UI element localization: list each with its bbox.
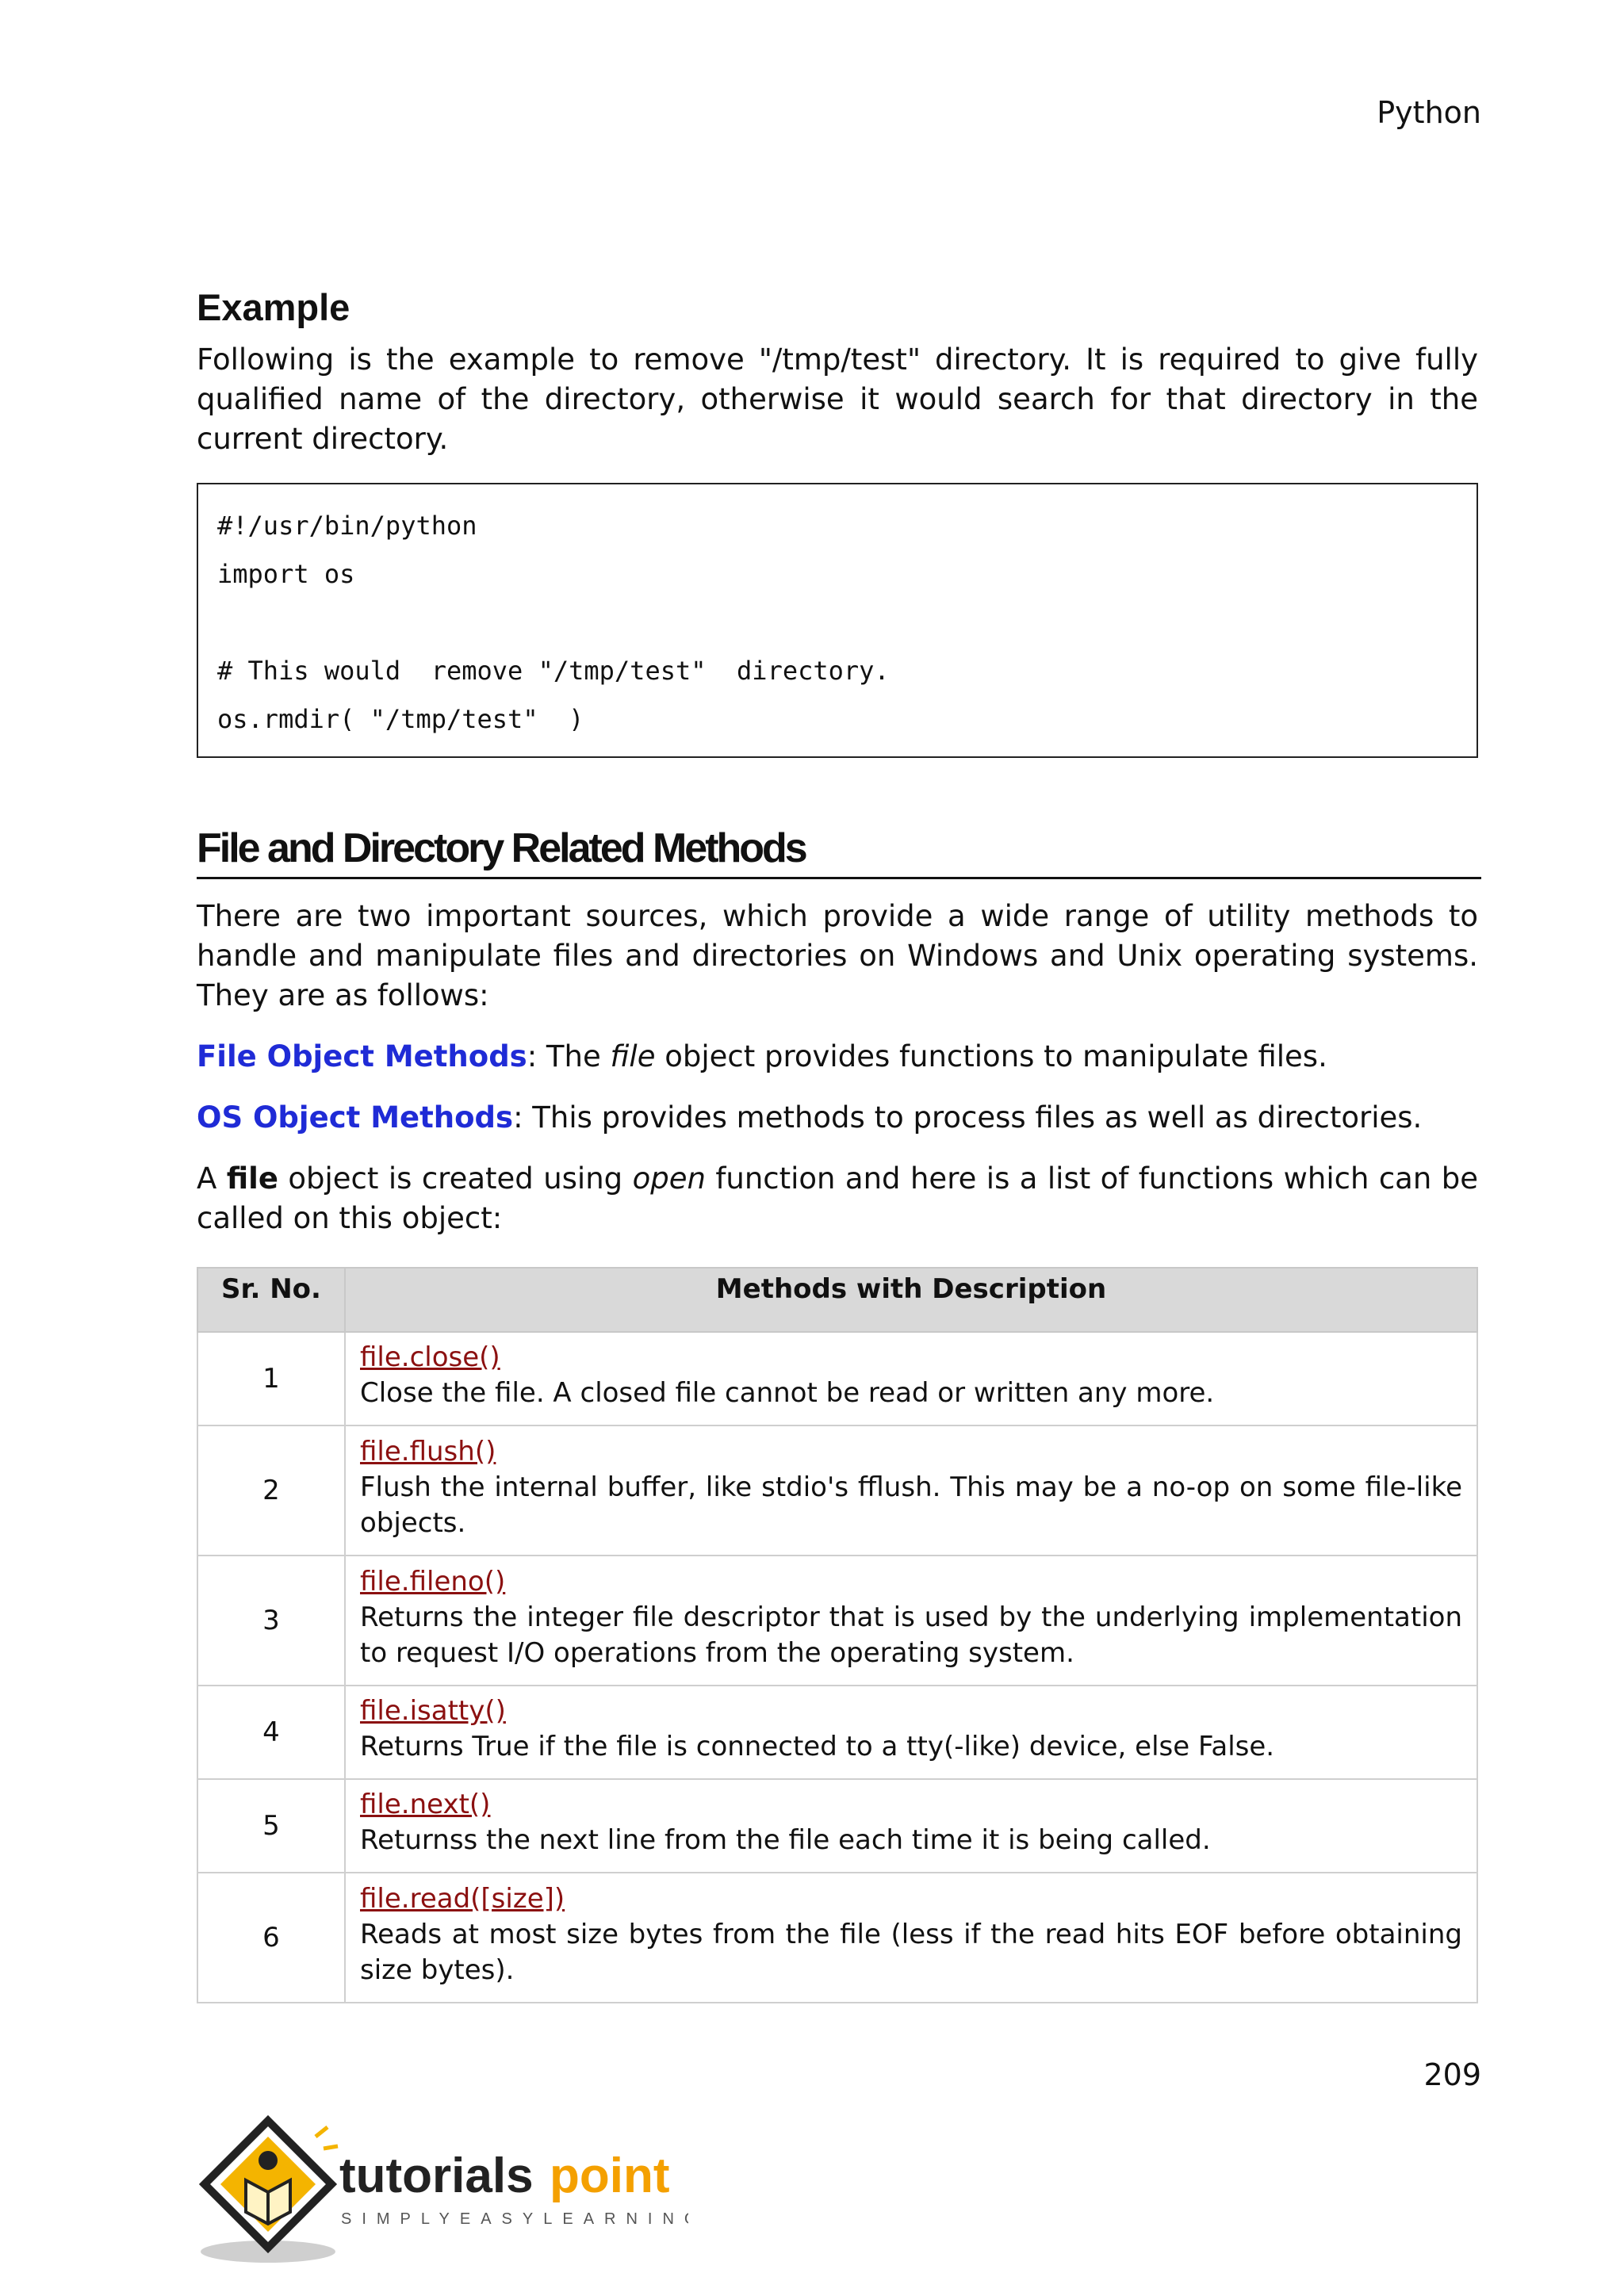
page-content [197,285,1478,2003]
method-link[interactable]: file.next() [360,1789,491,1820]
file-object-methods-link[interactable]: File Object Methods [197,1039,527,1073]
method-link[interactable]: file.isatty() [360,1695,506,1727]
page-number: 209 [1423,2057,1481,2092]
logo-mark-icon [197,2113,688,2271]
code-line [217,599,1457,647]
method-link[interactable]: file.read([size]) [360,1882,565,1915]
logo-text-accent: point [550,2149,670,2203]
row-number: 3 [197,1556,345,1686]
code-block [197,483,1478,758]
table-header-row [197,1268,1477,1332]
row-description: file.read([size]) Reads at most size bytes from the file (less if the read hits EOF before obtaining size bytes). [345,1873,1477,2003]
row-description: file.close() Close the file. A closed file cannot be read or written any more. [345,1332,1477,1425]
os-object-methods-line: OS Object Methods: This provides methods to process files as well as directories. [197,1100,1423,1135]
table-row [197,1332,1477,1425]
table-row [197,1425,1477,1556]
row-number: 5 [197,1779,345,1873]
logo-tagline: SIMPLYEASYLEARNING [341,2210,688,2228]
row-number: 6 [197,1873,345,2003]
logo-text-main: tutorials [339,2149,534,2203]
method-link[interactable]: file.fileno() [360,1565,506,1598]
method-link[interactable]: file.flush() [360,1435,496,1468]
running-header: Python [1377,95,1481,130]
methods-table [197,1267,1478,2003]
example-heading: Example [197,286,350,328]
row-description: file.isatty() Returns True if the file is connected to a tty(-like) device, else False. [345,1686,1477,1779]
table-row [197,1779,1477,1873]
code-line: import os [217,559,355,589]
method-link[interactable]: file.close() [360,1341,500,1373]
row-number: 1 [197,1332,345,1425]
row-number: 2 [197,1425,345,1556]
code-line: os.rmdir( "/tmp/test" ) [217,704,584,734]
row-description: file.next() Returnss the next line from the file each time it is being called. [345,1779,1477,1873]
code-line: # This would remove "/tmp/test" directory. [217,656,890,686]
code-line: #!/usr/bin/python [217,511,477,541]
table-row [197,1556,1477,1686]
section-title: File and Directory Related Methods [197,825,1481,879]
table-row [197,1873,1477,2003]
tutorialspoint-logo [197,2113,688,2271]
header-methods: Methods with Description [345,1268,1477,1332]
row-description: file.flush() Flush the internal buffer, like stdio's fflush. This may be a no-op on some file-like objects. [345,1425,1477,1556]
file-object-methods-line: File Object Methods: The file object provides functions to manipulate files. [197,1039,1327,1073]
row-number: 4 [197,1686,345,1779]
row-description: file.fileno() Returns the integer file descriptor that is used by the underlying implementation to request I/O operations from the operating system. [345,1556,1477,1686]
example-intro: Following is the example to remove "/tmp/test" directory. It is required to give fully qualified name of the directory, otherwise it would search for that directory in the current directory. [197,342,1478,456]
os-object-methods-link[interactable]: OS Object Methods [197,1100,514,1135]
header-sr-no: Sr. No. [197,1268,345,1332]
section-intro: There are two important sources, which provide a wide range of utility methods to handle and manipulate files and directories on Windows and Unix operating systems. They are as follows: [197,899,1478,1012]
list-intro: A file object is created using open function and here is a list of functions which can be called on this object: [197,1161,1478,1235]
table-row [197,1686,1477,1779]
